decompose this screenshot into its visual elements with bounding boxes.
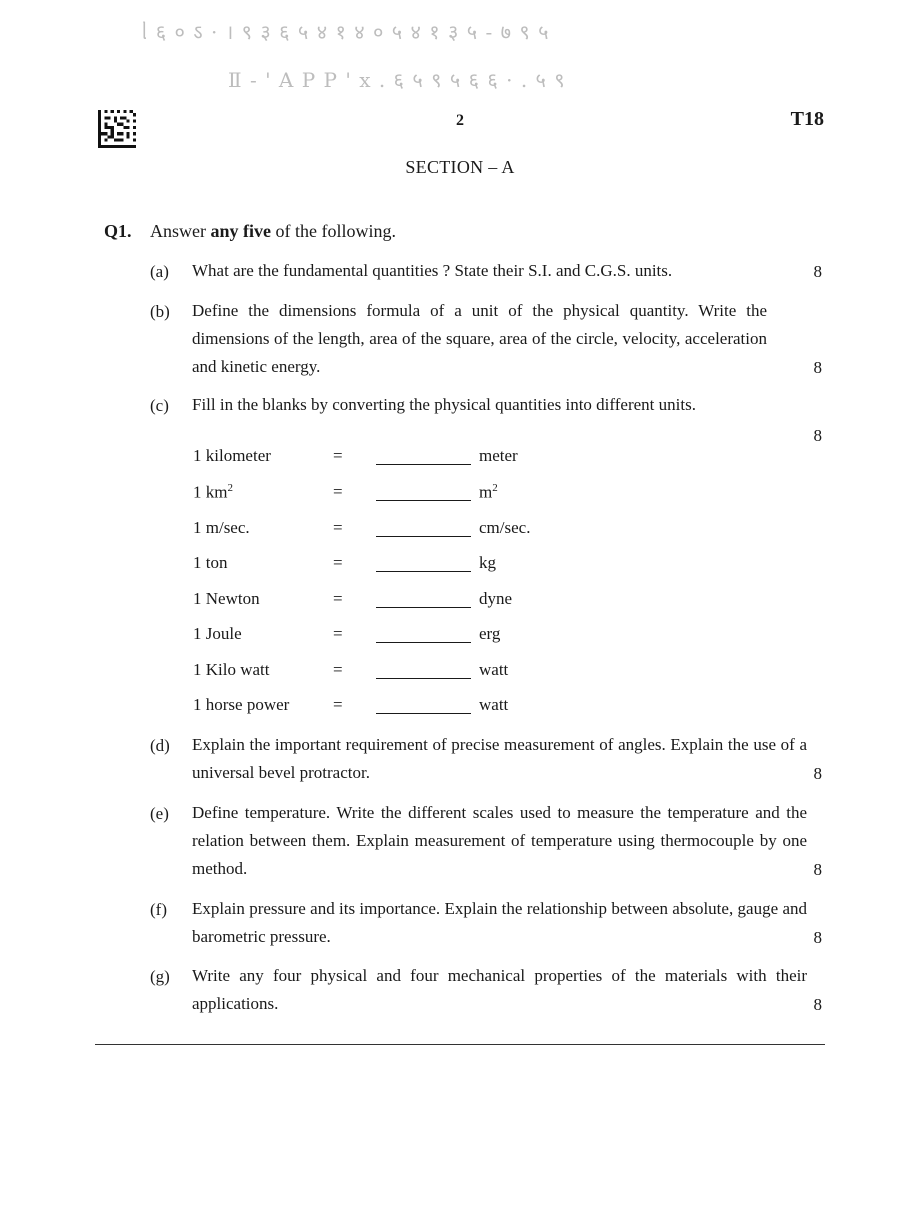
equals-sign: = — [333, 553, 343, 572]
datamatrix-code-icon — [98, 110, 136, 148]
part-text: Fill in the blanks by converting the physical quantities into different units. — [192, 395, 696, 414]
conversion-lhs: 1 kilometer — [193, 446, 271, 465]
answer-blank[interactable] — [376, 571, 471, 572]
instruction-prefix: Answer — [150, 221, 211, 241]
part-label: (a) — [150, 262, 169, 281]
conversion-rhs: cm/sec. — [479, 518, 531, 537]
question-instruction — [150, 221, 396, 242]
conversion-lhs-base: 1 km — [193, 482, 228, 502]
question-part-a — [150, 262, 830, 292]
faded-header-text-line-2: Ⅱ - ' A P P ' ⅹ . ६ ५ ९ ५ ६ ६ · . ५ ९ — [228, 68, 566, 92]
question-number: Q1. — [104, 221, 132, 241]
part-marks: 8 — [813, 426, 822, 445]
conversion-lhs: 1 m/sec. — [193, 518, 250, 537]
conversion-row — [193, 624, 593, 650]
conversion-row — [193, 553, 593, 579]
section-title: SECTION – A — [405, 157, 515, 177]
conversion-row — [193, 518, 593, 544]
part-text: Define the dimensions formula of a unit of the physical quantity. Write the dimensions of the length, area of the square, area of the circle, velocity, acceleration and kinetic energy. — [192, 301, 767, 376]
conversion-lhs — [193, 482, 233, 503]
page-number: 2 — [456, 112, 464, 129]
question-part-b — [150, 302, 830, 388]
question-part-d — [150, 736, 830, 792]
part-text: Write any four physical and four mechanical properties of the materials with their applications. — [192, 966, 807, 1013]
part-text: What are the fundamental quantities ? State their S.I. and C.G.S. units. — [192, 261, 673, 280]
question-part-f — [150, 900, 830, 956]
equals-sign: = — [333, 624, 343, 643]
answer-blank[interactable] — [376, 607, 471, 608]
conversion-rhs: watt — [479, 660, 509, 679]
conversion-rhs: erg — [479, 624, 501, 643]
part-marks: 8 — [813, 995, 822, 1014]
question-part-c — [150, 396, 830, 446]
lhs-exponent: 2 — [227, 482, 233, 494]
answer-blank[interactable] — [376, 642, 471, 643]
answer-blank[interactable] — [376, 713, 471, 714]
footer-divider — [95, 1044, 825, 1045]
part-text: Explain the important requirement of precise measurement of angles. Explain the use of a universal bevel protractor. — [192, 735, 807, 782]
faded-header-text-line-1: ᥣ ६ ० ऽ · । ९ ३ ६ ५ ४ १ ४ ० ५ ४ १ ३ ५ - ७ ९ ५ — [142, 20, 550, 44]
equals-sign: = — [333, 446, 343, 465]
equals-sign: = — [333, 660, 343, 679]
conversion-rhs: kg — [479, 553, 496, 572]
conversion-rhs: watt — [479, 695, 509, 714]
answer-blank[interactable] — [376, 464, 471, 465]
part-label: (d) — [150, 736, 170, 755]
conversion-rhs: dyne — [479, 589, 513, 608]
part-label: (c) — [150, 396, 169, 415]
part-label: (b) — [150, 302, 170, 321]
instruction-emphasis: any five — [210, 221, 271, 241]
conversion-lhs: 1 horse power — [193, 695, 290, 714]
conversion-lhs: 1 ton — [193, 553, 228, 572]
question-part-g — [150, 967, 830, 1023]
conversion-row — [193, 695, 593, 721]
conversion-rhs-base: m — [479, 482, 493, 502]
paper-code: T18 — [790, 108, 824, 130]
conversion-rhs — [479, 482, 498, 503]
part-label: (g) — [150, 967, 170, 986]
part-marks: 8 — [813, 860, 822, 879]
part-marks: 8 — [813, 262, 822, 281]
conversion-lhs: 1 Newton — [193, 589, 260, 608]
part-text: Define temperature. Write the different scales used to measure the temperature and the relation between them. Explain measurement of temperature using thermocouple by one method. — [192, 803, 807, 878]
part-label: (e) — [150, 804, 169, 823]
equals-sign: = — [333, 518, 343, 537]
rhs-exponent: 2 — [492, 482, 498, 494]
instruction-suffix: of the following. — [271, 221, 396, 241]
part-text: Explain pressure and its importance. Explain the relationship between absolute, gauge and barometric pressure. — [192, 899, 807, 946]
conversion-rhs: meter — [479, 446, 518, 465]
conversion-row — [193, 446, 593, 472]
question-part-e — [150, 804, 830, 890]
equals-sign: = — [333, 589, 343, 608]
answer-blank[interactable] — [376, 500, 471, 501]
conversion-row — [193, 589, 593, 615]
answer-blank[interactable] — [376, 536, 471, 537]
conversion-row — [193, 482, 593, 508]
part-marks: 8 — [813, 764, 822, 783]
conversion-lhs: 1 Kilo watt — [193, 660, 270, 679]
conversion-row — [193, 660, 593, 686]
part-label: (f) — [150, 900, 167, 919]
equals-sign: = — [333, 482, 343, 501]
answer-blank[interactable] — [376, 678, 471, 679]
equals-sign: = — [333, 695, 343, 714]
conversion-lhs: 1 Joule — [193, 624, 242, 643]
part-marks: 8 — [813, 928, 822, 947]
part-marks: 8 — [813, 358, 822, 377]
